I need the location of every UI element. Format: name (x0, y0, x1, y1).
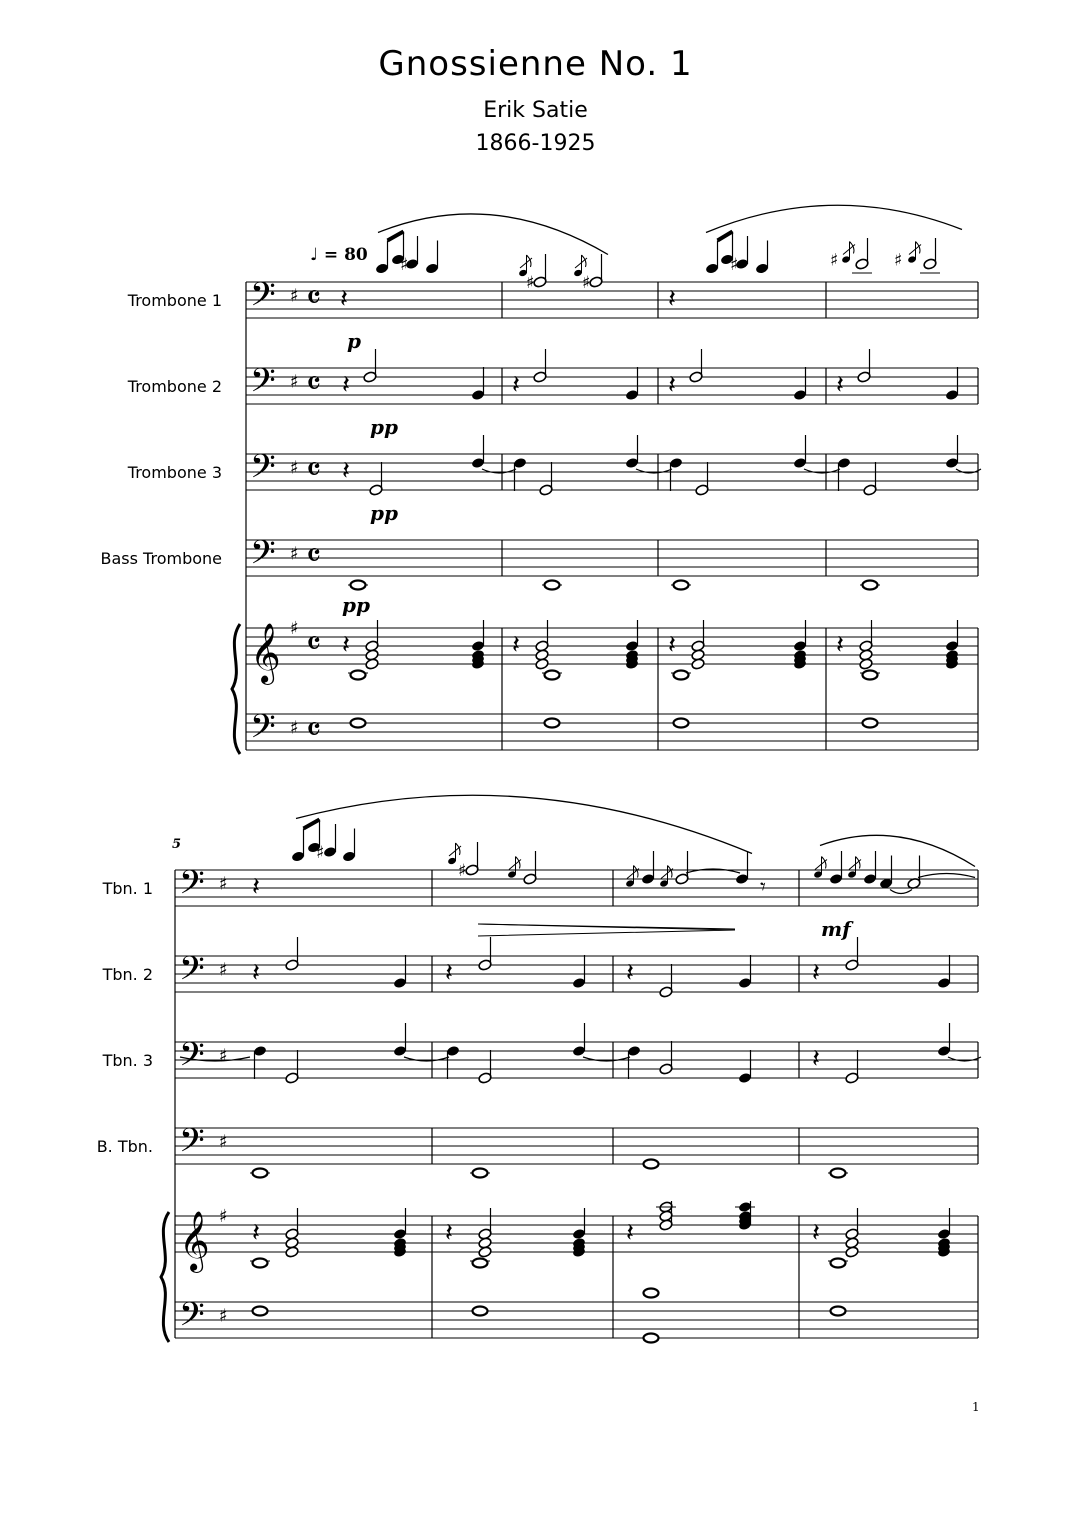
quarter-rest-icon: 𝄽 (342, 370, 350, 400)
quarter-rest-icon: 𝄽 (445, 958, 453, 988)
bass-clef-icon: 𝄢 (250, 534, 276, 580)
composer-years: 1866-1925 (475, 131, 596, 156)
whole-note (253, 1259, 268, 1268)
common-time-icon: 𝄴 (306, 710, 322, 750)
whole-note (831, 1169, 846, 1178)
whole-note (831, 1307, 846, 1316)
bass-clef-icon: 𝄢 (250, 708, 276, 754)
accidental-sharp-icon: ♯ (526, 273, 535, 293)
whole-note (674, 581, 689, 590)
key-signature-sharp-icon: ♯ (290, 618, 299, 639)
quarter-rest-icon: 𝄽 (252, 872, 260, 902)
beam (388, 232, 404, 241)
quarter-rest-icon: 𝄽 (812, 958, 820, 988)
quarter-rest-icon: 𝄽 (812, 1218, 820, 1248)
phrase-slur (378, 214, 608, 255)
key-signature-sharp-icon: ♯ (290, 543, 299, 565)
tempo-marking: ♩ = 80 (310, 245, 368, 265)
phrase-slur (820, 835, 975, 866)
quarter-rest-icon: 𝄽 (340, 284, 348, 314)
whole-note (351, 581, 366, 590)
quarter-rest-icon: 𝄽 (512, 630, 520, 660)
quarter-rest-icon: 𝄽 (668, 630, 676, 660)
key-signature-sharp-icon: ♯ (290, 285, 299, 307)
bass-clef-icon: 𝄢 (179, 950, 205, 996)
bass-clef-icon: 𝄢 (179, 1036, 205, 1082)
quarter-rest-icon: 𝄽 (626, 958, 634, 988)
whole-note (644, 1334, 659, 1343)
whole-note (351, 719, 366, 728)
quarter-rest-icon: 𝄽 (342, 456, 350, 486)
piano-brace (232, 624, 240, 754)
beam (304, 820, 320, 829)
accidental-sharp-icon: ♯ (830, 250, 839, 271)
common-time-icon: 𝄴 (306, 536, 322, 576)
note-head (845, 1246, 859, 1258)
decrescendo-hairpin (478, 924, 735, 929)
whole-note (674, 671, 689, 680)
whole-note (644, 1289, 659, 1298)
key-signature-sharp-icon: ♯ (290, 717, 299, 739)
instrument-label-tbn-2: Tbn. 2 (102, 965, 153, 984)
accidental-sharp-icon: ♯ (894, 250, 903, 271)
quarter-rest-icon: 𝄽 (512, 370, 520, 400)
bass-clef-icon: 𝄢 (250, 276, 276, 322)
quarter-rest-icon: 𝄽 (626, 1218, 634, 1248)
quarter-rest-icon: 𝄽 (668, 284, 676, 314)
dynamic-mark: pp (370, 501, 398, 525)
instrument-label-bass-trombone: Bass Trombone (100, 549, 222, 568)
whole-note (473, 1259, 488, 1268)
dynamic-mark: p (347, 329, 361, 353)
tie (890, 890, 912, 894)
common-time-icon: 𝄴 (306, 278, 322, 318)
quarter-rest-icon: 𝄽 (252, 958, 260, 988)
accidental-sharp-icon: ♯ (316, 843, 325, 863)
quarter-rest-icon: 𝄽 (836, 370, 844, 400)
whole-note (863, 719, 878, 728)
instrument-label-trombone-2: Trombone 2 (127, 377, 222, 396)
whole-note (473, 1307, 488, 1316)
system-1 (232, 205, 981, 754)
quarter-rest-icon: 𝄽 (445, 1218, 453, 1248)
accidental-sharp-icon: ♯ (458, 861, 467, 881)
note-head (478, 1246, 492, 1258)
key-signature-sharp-icon: ♯ (219, 1131, 228, 1153)
page-number: 1 (972, 1400, 980, 1414)
common-time-icon: 𝄴 (306, 364, 322, 404)
phrase-slur (706, 205, 962, 232)
treble-clef-icon: 𝄞 (250, 623, 281, 683)
tie (918, 874, 975, 878)
accidental-sharp-icon: ♯ (582, 273, 591, 293)
score-title: Gnossienne No. 1 (378, 44, 693, 84)
bass-clef-icon: 𝄢 (250, 362, 276, 408)
note-head (691, 658, 705, 670)
note-head (365, 658, 379, 670)
quarter-rest-icon: 𝄽 (342, 630, 350, 660)
bass-clef-icon: 𝄢 (250, 448, 276, 494)
key-signature-sharp-icon: ♯ (290, 371, 299, 393)
treble-clef-icon: 𝄞 (179, 1211, 210, 1271)
eighth-rest-icon: 𝄾 (760, 875, 766, 900)
instrument-label-tbn-3: Tbn. 3 (102, 1051, 153, 1070)
key-signature-sharp-icon: ♯ (219, 1206, 228, 1227)
quarter-rest-icon: 𝄽 (812, 1044, 820, 1074)
decrescendo-hairpin (478, 924, 735, 936)
bass-clef-icon: 𝄢 (179, 864, 205, 910)
dynamic-mark: pp (342, 593, 370, 617)
key-signature-sharp-icon: ♯ (219, 1045, 228, 1067)
bass-clef-icon: 𝄢 (179, 1296, 205, 1342)
whole-note (253, 1169, 268, 1178)
whole-note (831, 1259, 846, 1268)
instrument-label-tbn-1: Tbn. 1 (102, 879, 153, 898)
key-signature-sharp-icon: ♯ (219, 959, 228, 981)
piano-brace (161, 1212, 169, 1342)
measure-number: 5 (172, 837, 182, 852)
whole-note (253, 1307, 268, 1316)
instrument-label-trombone-3: Trombone 3 (127, 463, 222, 482)
whole-note (473, 1169, 488, 1178)
phrase-slur (296, 795, 752, 853)
quarter-rest-icon: 𝄽 (836, 630, 844, 660)
dynamic-mark: pp (370, 415, 398, 439)
instrument-label-b-tbn: B. Tbn. (96, 1137, 153, 1156)
beam (718, 232, 733, 241)
common-time-icon: 𝄴 (306, 450, 322, 490)
dynamic-mark: mf (821, 917, 851, 941)
whole-note (644, 1160, 659, 1169)
whole-note (863, 671, 878, 680)
quarter-rest-icon: 𝄽 (252, 1218, 260, 1248)
composer-name: Erik Satie (483, 98, 588, 123)
note-head (859, 658, 873, 670)
note-head (535, 658, 549, 670)
common-time-icon: 𝄴 (306, 624, 322, 664)
accidental-sharp-icon: ♯ (400, 255, 409, 275)
whole-note (545, 719, 560, 728)
key-signature-sharp-icon: ♯ (290, 457, 299, 479)
key-signature-sharp-icon: ♯ (219, 1305, 228, 1327)
instrument-label-trombone-1: Trombone 1 (127, 291, 222, 310)
whole-note (674, 719, 689, 728)
key-signature-sharp-icon: ♯ (219, 873, 228, 895)
accidental-sharp-icon: ♯ (730, 255, 739, 275)
whole-note (545, 671, 560, 680)
whole-note (351, 671, 366, 680)
whole-note (863, 581, 878, 590)
note-head (285, 1246, 299, 1258)
system-2 (161, 795, 981, 1342)
bass-clef-icon: 𝄢 (179, 1122, 205, 1168)
whole-note (545, 581, 560, 590)
quarter-rest-icon: 𝄽 (668, 370, 676, 400)
